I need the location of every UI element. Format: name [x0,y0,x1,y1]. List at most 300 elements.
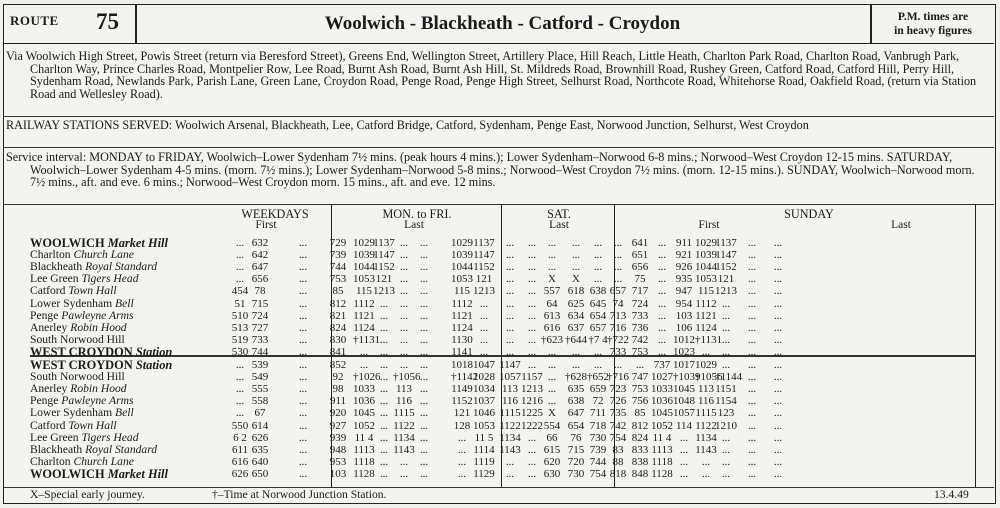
time-cell: ... [527,345,537,358]
stop-name: WEST CROYDON [30,344,133,359]
time-cell: ... [773,383,783,396]
time-cell: 116 [697,395,715,408]
time-cell: ... [747,419,757,432]
time-cell: ... [593,273,603,286]
time-cell: 1036 [651,395,673,408]
time-cell: ... [379,359,389,371]
time-cell: 1028 [473,371,495,384]
stop-name: South Norwood Hill [30,370,125,384]
stop-place: Pawleyne Arms [61,394,134,408]
time-cell: ... [527,467,537,480]
time-cell: ... [399,455,409,468]
time-cell: ... [657,237,667,249]
time-cell: 113 [395,383,413,396]
time-cell: 1137 [473,237,495,249]
time-cell: 812 [631,419,649,432]
time-cell: ... [721,443,731,456]
time-cell: ... [298,333,308,346]
time-cell: 64 [546,297,558,310]
time-cell: ... [773,261,783,274]
stop-place: Robin Hood [70,320,127,334]
column-group-divider [975,205,976,488]
time-cell: ... [359,345,369,358]
time-cell: ... [773,467,783,480]
time-cell: ... [547,261,557,274]
time-cell: 1112 [451,297,473,310]
time-cell: 1112 [353,297,375,310]
time-cell: ... [527,443,537,456]
time-cell: 614 [251,419,269,432]
time-cell: 115 [453,285,471,298]
stop-place: Church Lane [73,248,134,262]
time-cell: ... [379,333,389,346]
time-cell: 626 [251,431,269,444]
time-cell: 1151 [715,383,737,396]
group-subheader: First [255,219,277,231]
time-cell: 616 [543,321,561,334]
time-cell: 1045 [651,407,673,420]
time-cell: ... [298,359,308,371]
time-cell: ... [235,359,245,371]
time-cell: 1149 [451,383,473,396]
time-cell: ... [527,237,537,249]
time-cell: 613 [543,309,561,322]
time-cell: 1053 [473,419,495,432]
time-cell: 637 [567,321,585,334]
stop-place: Pawleyne Arms [61,308,134,322]
time-cell: ... [593,261,603,274]
pm-note [874,10,992,38]
time-cell: 727 [251,321,269,334]
time-cell: ... [419,431,429,444]
time-cell: ... [657,273,667,286]
time-cell: 1029 [451,237,473,249]
timetable-grid [4,205,994,488]
stop-name: Penge [30,308,59,322]
time-cell: 554 [543,419,561,432]
time-cell: ... [379,419,389,432]
pm-note-line: in heavy figures [894,25,972,37]
time-cell: 754 [589,467,607,480]
time-cell: 713 [609,309,627,322]
time-cell: ... [527,249,537,262]
time-cell: 659 [589,383,607,396]
time-cell: 723 [609,383,627,396]
time-cell: ... [399,237,409,249]
time-cell: ... [773,395,783,408]
time-cell: ... [657,249,667,262]
time-cell: 1113 [353,443,375,456]
time-cell: ... [721,455,731,468]
stop-name: Charlton [30,454,71,468]
time-cell: ... [747,467,757,480]
time-cell: 114 [675,419,693,432]
time-cell: ... [379,431,389,444]
time-cell: 1053 [353,273,375,286]
time-cell: 717 [631,285,649,298]
time-cell: ... [747,345,757,358]
time-cell: 66 [546,431,558,444]
time-cell: ... [701,467,711,480]
time-cell: 103 [675,309,693,322]
time-cell: ... [721,345,731,358]
time-cell: ... [419,359,429,371]
stop-name: Penge [30,394,59,408]
time-cell: ... [298,261,308,274]
time-cell: ... [419,467,429,480]
stop-place: Tigers Head [81,430,139,444]
time-cell: 98 [332,383,344,396]
stop-place: Town Hall [68,284,117,298]
time-cell: ... [547,345,557,358]
time-cell: 1029 [695,237,717,249]
section-rule [4,147,994,148]
time-cell: ... [399,273,409,286]
time-cell: 726 [609,395,627,408]
time-cell: 838 [631,455,649,468]
time-cell: 954 [675,297,693,310]
stop-label [30,346,172,358]
group-subheader: Last [404,219,424,231]
service-interval-text: Service interval: MONDAY to FRIDAY, Woolwich–Lower Sydenham 7½ mins. (peak hours 4 mins.); Lower Sydenham–Norwood 6-8 mins.; Norwood–West Croydon 12-15 mins. SATURDAY, Woolwich–Lower Sydenham 4-5 mins. (morn. 7½ mins.); Lower Sydenham–Norwood 5-8 mins.; Norwood–West Croydon 7½ mins. (morn. 12-15 mins.). SUNDAY, Woolwich–Norwood morn. 7½ mins., aft. and eve. 6 mins.; Norwood–West Croydon morn. 15 mins., aft. and eve. 12 mins. [6,150,975,190]
time-cell: 635 [567,383,585,396]
time-cell: 1057 [673,407,695,420]
time-cell: ... [721,431,731,444]
time-cell: 753 [329,273,347,286]
time-cell: ... [419,273,429,286]
stop-place: Station [135,344,173,359]
time-cell: 1152 [373,261,395,274]
time-cell: 852 [329,359,347,371]
time-cell: ... [298,297,308,310]
time-cell: 92 [332,371,344,384]
time-cell: ... [298,383,308,396]
time-cell: ... [527,285,537,298]
time-cell: ... [547,249,557,262]
time-cell: 733 [609,345,627,358]
time-cell: ... [679,443,689,456]
time-cell: 1147 [373,249,395,262]
time-cell: 729 [329,237,347,249]
stop-place: Bell [115,406,134,420]
time-cell: 953 [329,455,347,468]
time-cell: ... [527,261,537,274]
time-cell: ... [613,261,623,274]
time-cell: 1057 [499,371,521,384]
time-cell: ... [657,345,667,358]
stop-name: Blackheath [30,442,83,456]
time-cell: 1027 [651,371,673,384]
time-cell: 1044 [451,261,473,274]
time-cell: 618 [567,285,585,298]
time-cell: 1143 [695,443,717,456]
time-cell: ... [527,321,537,334]
time-cell: ... [505,333,515,346]
time-cell: 911 [675,237,693,249]
time-cell: 6 2 [233,431,247,444]
stop-name: Charlton [30,248,71,262]
time-cell: ... [773,285,783,298]
time-cell: 1147 [715,249,737,262]
time-cell: ... [298,249,308,262]
time-cell: ... [773,309,783,322]
time-cell: 739 [589,443,607,456]
time-cell: 549 [251,371,269,384]
time-cell: 121 [717,273,735,286]
time-cell: ... [547,383,557,396]
stop-place: Station [135,358,173,372]
stop-place: Tigers Head [81,272,139,286]
time-cell: ... [747,395,757,408]
time-cell: 920 [329,407,347,420]
time-cell: ... [399,249,409,262]
time-cell: ... [613,359,623,371]
time-cell: ... [747,371,757,384]
time-cell: ... [679,467,689,480]
time-cell: ... [679,431,689,444]
time-cell: 558 [251,395,269,408]
time-cell: ... [379,309,389,322]
time-cell: ... [527,333,537,346]
time-cell: ... [379,443,389,456]
time-cell: ... [613,273,623,286]
time-cell: 1152 [473,261,495,274]
group-header-mon-fri: MON. to FRI. [382,207,452,221]
time-cell: 716 [609,321,627,334]
time-cell: ... [479,297,489,310]
time-cell: ... [235,395,245,408]
time-cell: 115 [355,285,373,298]
time-cell: ... [379,395,389,408]
stop-label [30,468,168,480]
time-cell: 926 [675,261,693,274]
time-cell: 742 [609,419,627,432]
time-cell: 947 [675,285,693,298]
time-cell: ... [747,285,757,298]
time-cell: 1046 [473,407,495,420]
time-cell: ... [298,419,308,432]
time-cell: ... [613,237,623,249]
time-cell: †1142 [451,371,479,384]
time-cell: 1017 [673,359,695,371]
time-cell: 519 [231,333,249,346]
time-cell: ... [379,371,389,384]
time-cell: 756 [631,395,649,408]
time-cell: 654 [567,419,585,432]
time-cell: ... [379,297,389,310]
time-cell: ... [298,345,308,358]
time-cell: †1131 [353,333,381,346]
time-cell: ... [505,249,515,262]
time-cell: 632 [251,237,269,249]
time-cell: 555 [251,383,269,396]
time-cell: ... [747,333,757,346]
time-cell: ... [419,297,429,310]
time-cell: ... [773,359,783,371]
time-cell: 1036 [353,395,375,408]
time-cell: ... [505,455,515,468]
time-cell: 948 [329,443,347,456]
time-cell: ... [747,359,757,371]
stop-name: Lee Green [30,430,79,444]
time-cell: 1113 [651,443,673,456]
time-cell: 1052 [353,419,375,432]
time-cell: ... [419,345,429,358]
time-cell: 1222 [521,419,543,432]
time-cell: ... [747,309,757,322]
time-cell: 1213 [473,285,495,298]
time-cell: 1033 [353,383,375,396]
time-cell: 1134 [695,431,717,444]
time-cell: 724 [251,309,269,322]
time-cell: 1018 [451,359,473,371]
time-cell: 735 [609,407,627,420]
time-cell: 1039 [451,249,473,262]
time-cell: 650 [251,467,269,480]
time-cell: 1213 [715,285,737,298]
time-cell: ... [721,309,731,322]
time-cell: 74 [612,297,624,310]
time-cell: ... [505,309,515,322]
time-cell: 753 [631,345,649,358]
time-cell: ... [298,455,308,468]
time-cell: ... [379,407,389,420]
time-cell: 75 [634,273,646,286]
time-cell: ... [773,297,783,310]
stop-place: Market Hill [107,466,168,481]
time-cell: 115 [697,285,715,298]
time-cell: 106 [675,321,693,334]
time-cell: ... [635,359,645,371]
time-cell: 724 [631,297,649,310]
time-cell: ... [399,345,409,358]
time-cell: ... [298,371,308,384]
time-cell: ... [773,321,783,334]
time-cell: 742 [631,333,649,346]
time-cell: 818 [609,467,627,480]
time-cell: 737 [653,359,671,371]
time-cell: 1128 [651,467,673,480]
time-cell: 11 4 [354,431,374,444]
time-cell: 123 [717,407,735,420]
time-cell: ... [298,309,308,322]
time-cell: 1053 [451,273,473,286]
time-cell: 539 [251,359,269,371]
time-cell: ... [399,467,409,480]
time-cell: ... [773,455,783,468]
time-cell: 715 [251,297,269,310]
time-cell: 635 [251,443,269,456]
time-cell: 841 [329,345,347,358]
time-cell: 616 [231,455,249,468]
time-cell: 530 [231,345,249,358]
time-cell: 1039 [695,249,717,262]
time-cell: 642 [251,249,269,262]
time-cell: ... [419,309,429,322]
header-divider [870,5,872,43]
time-cell: 736 [631,321,649,334]
timetable-header [4,5,994,44]
time-cell: ... [527,273,537,286]
time-cell: ... [505,273,515,286]
pm-note-line: P.M. times are [897,11,969,23]
time-cell: 656 [631,261,649,274]
time-cell: ... [505,467,515,480]
time-cell: 1129 [473,467,495,480]
time-cell: †1056 [393,371,421,384]
footnote-norwood-junction: †–Time at Norwood Junction Station. [212,488,387,501]
time-cell: 824 [631,431,649,444]
time-cell: ... [527,455,537,468]
time-cell: 1124 [353,321,375,334]
time-cell: 733 [631,309,649,322]
time-cell: 1029 [695,359,717,371]
time-cell: ... [419,237,429,249]
time-cell: 1048 [673,395,695,408]
time-cell: 939 [329,431,347,444]
time-cell: X [548,407,556,420]
time-cell: ... [298,431,308,444]
time-cell: ... [657,285,667,298]
group-subheader: Last [549,219,569,231]
time-cell: †716 [607,371,629,384]
time-cell: 1119 [473,455,495,468]
time-cell: 1157 [521,371,543,384]
time-cell: ... [593,345,603,358]
time-cell: 615 [543,443,561,456]
time-cell: 121 [453,407,471,420]
time-cell: ... [773,407,783,420]
time-cell: X [548,273,556,286]
time-cell: 715 [567,443,585,456]
time-cell: 1121 [451,309,473,322]
time-cell: 510 [231,309,249,322]
time-cell: 733 [251,333,269,346]
time-cell: 718 [589,419,607,432]
time-cell: 67 [254,407,266,420]
time-cell: ... [571,249,581,262]
time-cell: ... [721,333,731,346]
time-cell: 711 [589,407,607,420]
time-cell: ... [747,407,757,420]
time-cell: ... [773,431,783,444]
time-cell: 11 5 [474,431,494,444]
railway-stations-text: RAILWAY STATIONS SERVED: Woolwich Arsenal, Blackheath, Lee, Catford Bridge, Catford, Sydenham, Penge East, Norwood Junction, Selhurst, West Croydon [6,118,809,132]
time-cell: †1039 [673,371,701,384]
time-cell: ... [527,309,537,322]
time-cell: 1053 [695,273,717,286]
time-cell: ... [747,273,757,286]
time-cell: ... [773,419,783,432]
time-cell: †644 [565,333,587,346]
time-cell: ... [235,249,245,262]
time-cell: ... [547,359,557,371]
time-cell: ... [419,419,429,432]
time-cell: ... [747,249,757,262]
time-cell: 1152 [715,261,737,274]
time-cell: 651 [631,249,649,262]
time-cell: ... [593,359,603,371]
stop-name: Lower Sydenham [30,406,113,420]
time-cell: 1044 [695,261,717,274]
time-cell: ... [399,321,409,334]
time-cell: 121 [375,273,393,286]
time-cell: ... [679,455,689,468]
time-cell: ... [419,371,429,384]
time-cell: 103 [329,467,347,480]
time-cell: ... [505,261,515,274]
time-cell: 550 [231,419,249,432]
